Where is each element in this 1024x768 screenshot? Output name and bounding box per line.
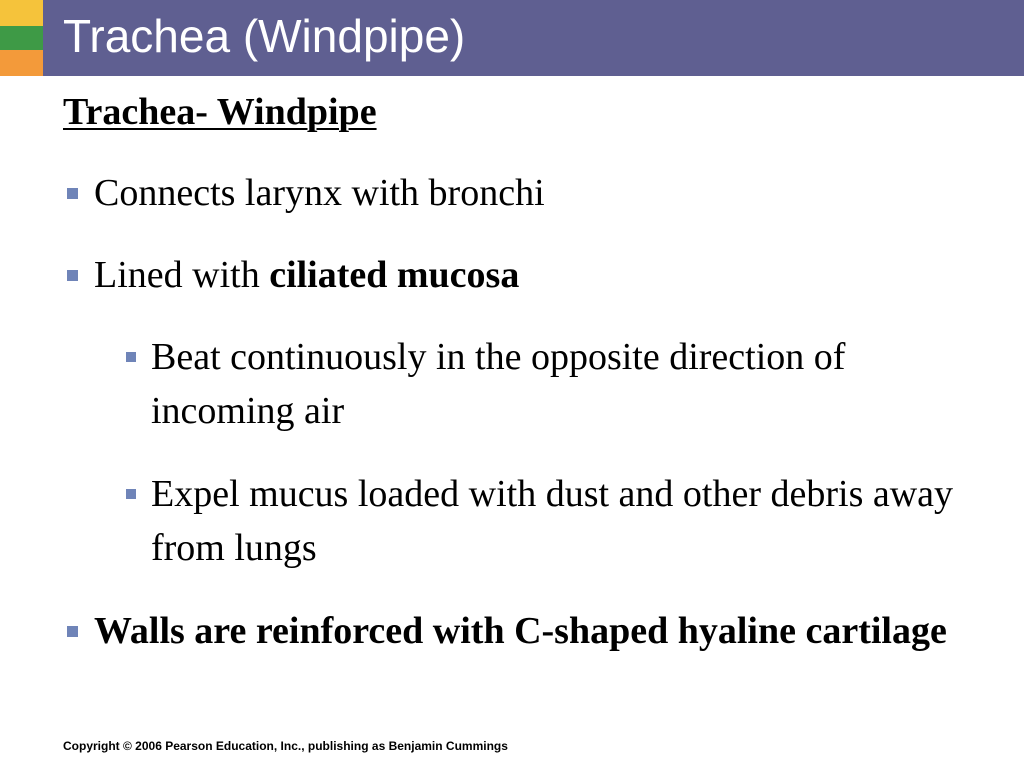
subheading: Trachea- Windpipe [63,91,377,133]
sub-bullet-item [151,467,981,575]
sub-bullet-text: Beat continuously in the opposite direction of incoming air [151,336,846,432]
slide-title: Trachea (Windpipe) [63,10,466,62]
bullet-text: Connects larynx with bronchi [94,172,545,214]
square-bullet-icon [67,270,78,281]
bullet-item [94,166,974,220]
square-bullet-icon [126,352,136,362]
bullet-text-emphasis: ciliated mucosa [269,254,520,296]
square-bullet-icon [67,188,78,199]
bullet-text: Lined with [94,254,270,296]
square-bullet-icon [67,626,78,637]
bullet-text-emphasis: Walls are reinforced with C-shaped hyaline cartilage [94,610,947,652]
copyright-footer: Copyright © 2006 Pearson Education, Inc., publishing as Benjamin Cummings [63,739,508,753]
bullet-item [94,248,974,302]
sub-bullet-text: Expel mucus loaded with dust and other debris away from lungs [151,473,954,569]
bullet-item [94,604,974,658]
sub-bullet-item [151,330,981,438]
square-bullet-icon [126,489,136,499]
